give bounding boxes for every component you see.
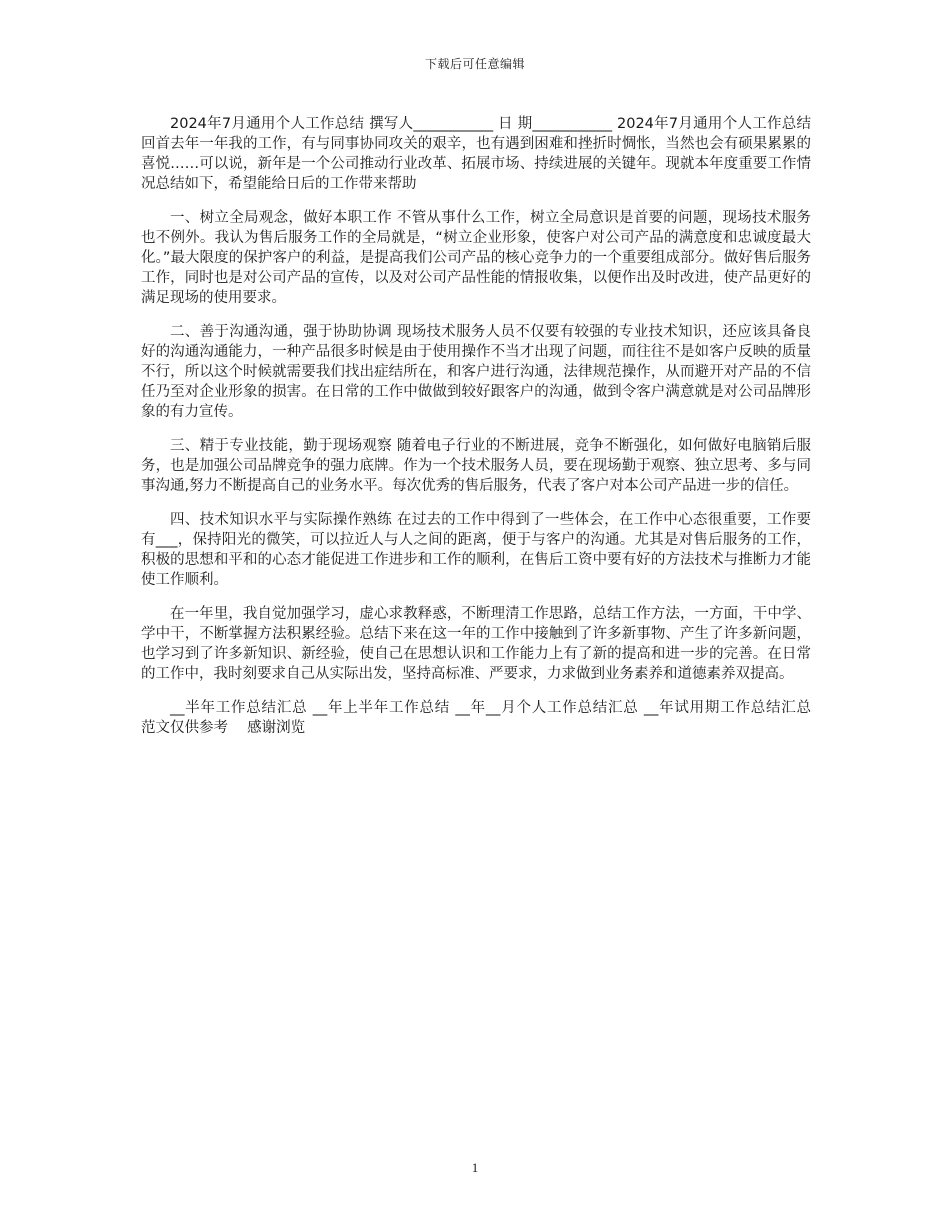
page-header: 下载后可任意编辑 bbox=[424, 57, 525, 71]
document-body bbox=[141, 114, 831, 752]
section-1-paragraph: 一、树立全局观念，做好本职工作 不管从事什么工作，树立全局意识是首要的问题，现场技术服务也不例外。我认为售后服务工作的全局就是，“树立企业形象，使客户对公司产品的满意度和忠诚度最大化。”最大限度的保护客户的利益，是提高我们公司产品的核心竞争力的一个重要组成部分。做好售后服务工作，同时也是对公司产品的宣传，以及对公司产品性能的情报收集，以便作出及时改进，使产品更好的满足现场的使用要求。 bbox=[141, 210, 811, 306]
intro-paragraph: 2024年7月通用个人工作总结 撰写人___________ 日 期___________ 2024年7月通用个人工作总结 回首去年一年我的工作，有与同事协同攻关的艰辛，也有遇到困难和挫折时惆怅，当然也会有硕果累累的喜悦……可以说，新年是一个公司推动行业改革、拓展市场、持续进展的关键年。现就本年度重要工作情况总结如下，希望能给日后的工作带来帮助 bbox=[141, 116, 811, 192]
related-links-paragraph: __半年工作总结汇总 __年上半年工作总结 __年__月个人工作总结汇总 __年试用期工作总结汇总 范文仅供参考 感谢浏览 bbox=[141, 700, 831, 736]
section-2-paragraph: 二、善于沟通沟通，强于协助协调 现场技术服务人员不仅要有较强的专业技术知识，还应该具备良好的沟通沟通能力，一种产品很多时候是由于使用操作不当才出现了问题，而往往不是如客户反映的质量不行，所以这个时候就需要我们找出症结所在，和客户进行沟通，法律规范操作，从而避开对产品的不信任乃至对企业形象的损害。在日常的工作中做做到较好跟客户的沟通，做到令客户满意就是对公司品牌形象的有力宣传。 bbox=[141, 324, 811, 420]
summary-paragraph: 在一年里，我自觉加强学习，虚心求教释惑，不断理清工作思路，总结工作方法，一方面，干中学、学中干，不断掌握方法积累经验。总结下来在这一年的工作中接触到了许多新事物、产生了许多新问题，也学习到了许多新知识、新经验，使自己在思想认识和工作能力上有了新的提高和进一步的完善。在日常的工作中，我时刻要求自己从实际出发，坚持高标准、严要求，力求做到业务素养和道德素养双提高。 bbox=[141, 606, 811, 682]
section-3-paragraph: 三、精于专业技能，勤于现场观察 随着电子行业的不断进展，竞争不断强化，如何做好电脑销后服务，也是加强公司品牌竞争的强力底牌。作为一个技术服务人员，要在现场勤于观察、独立思考、多与同事沟通,努力不断提高自己的业务水平。每次优秀的售后服务，代表了客户对本公司产品进一步的信任。 bbox=[141, 438, 811, 494]
section-4-paragraph: 四、技术知识水平与实际操作熟练 在过去的工作中得到了一些体会，在工作中心态很重要，工作要有___，保持阳光的微笑，可以拉近人与人之间的距离，便于与客户的沟通。尤其是对售后服务的工作，积极的思想和平和的心态才能促进工作进步和工作的顺利，在售后工资中要有好的方法技术与推断力才能使工作顺利。 bbox=[141, 512, 811, 588]
page-number: 1 bbox=[471, 1160, 479, 1175]
